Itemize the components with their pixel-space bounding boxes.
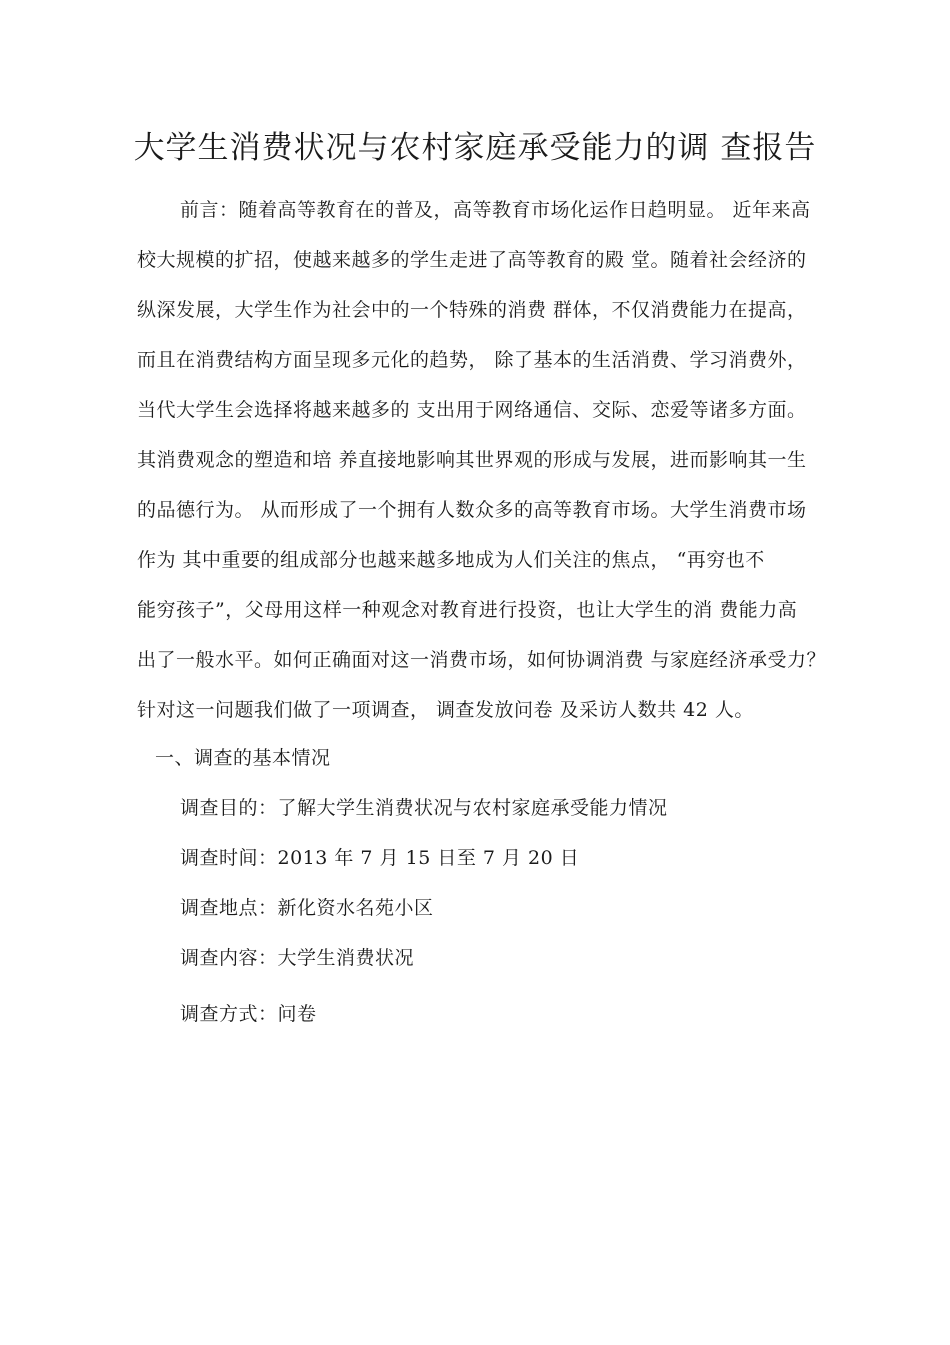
preface-line: 出了一般水平。如何正确面对这一消费市场，如何协调消费 与家庭经济承受力？ xyxy=(137,649,827,671)
preface-line: 当代大学生会选择将越来越多的 支出用于网络通信、交际、恋爱等诸多方面。 xyxy=(137,399,807,421)
preface-line: 针对这一问题我们做了一项调查， 调查发放问卷 及采访人数共 42 人。 xyxy=(137,699,754,721)
survey-method: 调查方式：问卷 xyxy=(180,1003,317,1025)
preface-line: 前言：随着高等教育在的普及，高等教育市场化运作日趋明显。 近年来高 xyxy=(180,199,811,221)
survey-time: 调查时间：2013 年 7 月 15 日至 7 月 20 日 xyxy=(180,847,580,869)
preface-line: 而且在消费结构方面呈现多元化的趋势， 除了基本的生活消费、学习消费外， xyxy=(137,349,807,371)
preface-line: 的品德行为。 从而形成了一个拥有人数众多的高等教育市场。大学生消费市场 xyxy=(137,499,807,521)
preface-line: 能穷孩子”，父母用这样一种观念对教育进行投资，也让大学生的消 费能力高 xyxy=(137,599,798,621)
preface-line: 校大规模的扩招，使越来越多的学生走进了高等教育的殿 堂。随着社会经济的 xyxy=(137,249,807,271)
preface-line: 作为 其中重要的组成部分也越来越多地成为人们关注的焦点， “再穷也不 xyxy=(137,549,765,571)
preface-line: 纵深发展，大学生作为社会中的一个特殊的消费 群体，不仅消费能力在提高， xyxy=(137,299,807,321)
survey-location: 调查地点：新化资水名苑小区 xyxy=(180,897,434,919)
preface-line: 其消费观念的塑造和培 养直接地影响其世界观的形成与发展，进而影响其一生 xyxy=(137,449,807,471)
document-title: 大学生消费状况与农村家庭承受能力的调 查报告 xyxy=(133,130,817,166)
survey-content: 调查内容：大学生消费状况 xyxy=(180,947,415,969)
survey-purpose: 调查目的：了解大学生消费状况与农村家庭承受能力情况 xyxy=(180,797,668,819)
section-heading: 一、调查的基本情况 xyxy=(155,747,331,769)
